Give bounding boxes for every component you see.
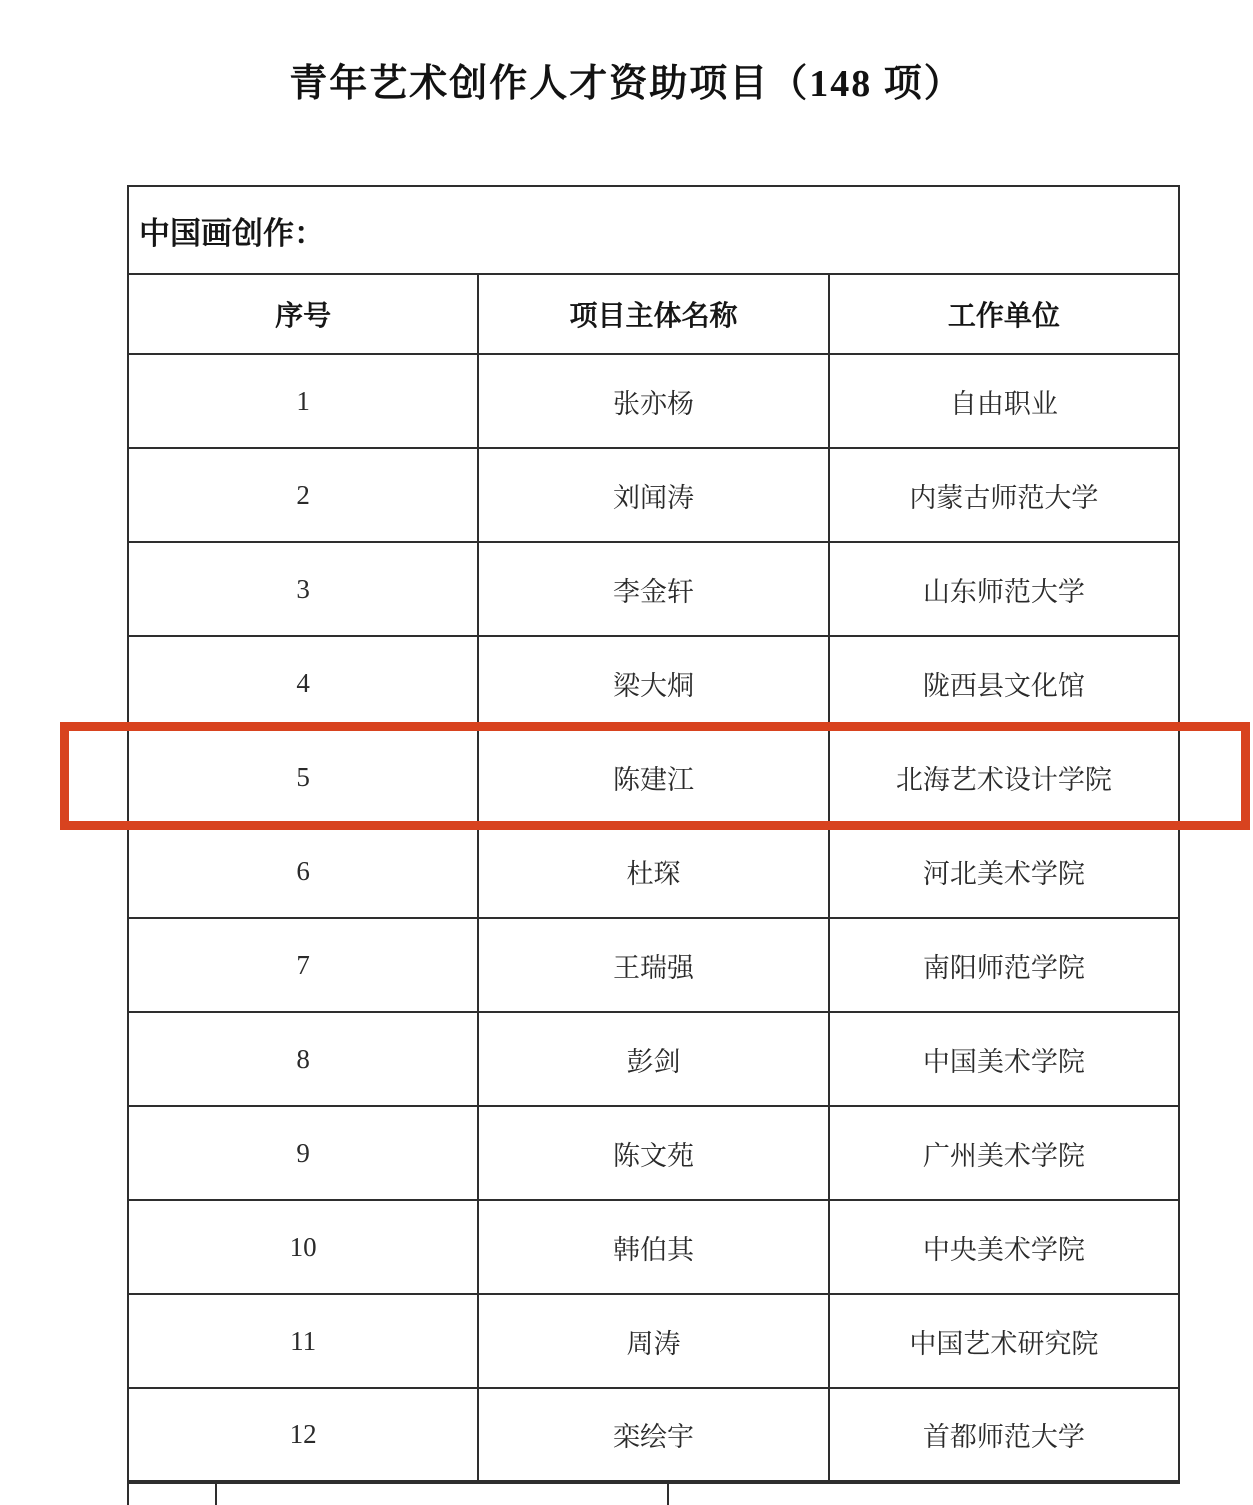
next-row-cutoff-borders bbox=[127, 1483, 1180, 1505]
table-row bbox=[128, 542, 1179, 636]
table-row bbox=[128, 354, 1179, 448]
work-unit-cell: 自由职业 bbox=[829, 354, 1179, 448]
project-name-cell: 王瑞强 bbox=[478, 918, 828, 1012]
table-row bbox=[128, 448, 1179, 542]
work-unit-cell: 陇西县文化馆 bbox=[829, 636, 1179, 730]
project-name-cell: 李金轩 bbox=[478, 542, 828, 636]
work-unit-cell: 河北美术学院 bbox=[829, 824, 1179, 918]
project-name-cell: 张亦杨 bbox=[478, 354, 828, 448]
serial-number-cell: 9 bbox=[128, 1106, 478, 1200]
project-name-cell: 刘闻涛 bbox=[478, 448, 828, 542]
serial-number-cell: 2 bbox=[128, 448, 478, 542]
project-name-cell: 栾绘宇 bbox=[478, 1388, 828, 1482]
table-row bbox=[128, 1200, 1179, 1294]
column-divider-stub-2 bbox=[667, 1483, 669, 1505]
table-row bbox=[128, 636, 1179, 730]
table-row bbox=[128, 1294, 1179, 1388]
table-row bbox=[128, 1012, 1179, 1106]
column-header-serial: 序号 bbox=[128, 274, 478, 354]
work-unit-cell: 首都师范大学 bbox=[829, 1388, 1179, 1482]
table-row bbox=[128, 730, 1179, 824]
grant-table bbox=[127, 185, 1180, 1484]
table-row bbox=[128, 918, 1179, 1012]
project-name-cell: 陈文苑 bbox=[478, 1106, 828, 1200]
serial-number-cell: 6 bbox=[128, 824, 478, 918]
project-name-cell: 陈建江 bbox=[478, 730, 828, 824]
serial-number-cell: 12 bbox=[128, 1388, 478, 1482]
column-header-project-name: 项目主体名称 bbox=[478, 274, 828, 354]
project-name-cell: 韩伯其 bbox=[478, 1200, 828, 1294]
grant-table-container bbox=[127, 185, 1180, 1484]
serial-number-cell: 5 bbox=[128, 730, 478, 824]
document-title: 青年艺术创作人才资助项目（148 项） bbox=[289, 63, 964, 105]
project-name-cell: 杜琛 bbox=[478, 824, 828, 918]
work-unit-cell: 内蒙古师范大学 bbox=[829, 448, 1179, 542]
work-unit-cell: 北海艺术设计学院 bbox=[829, 730, 1179, 824]
table-section-row bbox=[128, 186, 1179, 274]
column-header-work-unit: 工作单位 bbox=[829, 274, 1179, 354]
section-header-label: 中国画创作： bbox=[128, 186, 1179, 274]
project-name-cell: 彭剑 bbox=[478, 1012, 828, 1106]
project-name-cell: 梁大烔 bbox=[478, 636, 828, 730]
serial-number-cell: 10 bbox=[128, 1200, 478, 1294]
serial-number-cell: 11 bbox=[128, 1294, 478, 1388]
work-unit-cell: 广州美术学院 bbox=[829, 1106, 1179, 1200]
table-header-row bbox=[128, 274, 1179, 354]
serial-number-cell: 3 bbox=[128, 542, 478, 636]
serial-number-cell: 4 bbox=[128, 636, 478, 730]
project-name-cell: 周涛 bbox=[478, 1294, 828, 1388]
work-unit-cell: 中国艺术研究院 bbox=[829, 1294, 1179, 1388]
serial-number-cell: 7 bbox=[128, 918, 478, 1012]
column-divider-stub-1 bbox=[215, 1483, 217, 1505]
serial-number-cell: 8 bbox=[128, 1012, 478, 1106]
work-unit-cell: 山东师范大学 bbox=[829, 542, 1179, 636]
work-unit-cell: 南阳师范学院 bbox=[829, 918, 1179, 1012]
work-unit-cell: 中央美术学院 bbox=[829, 1200, 1179, 1294]
serial-number-cell: 1 bbox=[128, 354, 478, 448]
table-left-border-stub bbox=[127, 1483, 129, 1505]
table-row bbox=[128, 1106, 1179, 1200]
work-unit-cell: 中国美术学院 bbox=[829, 1012, 1179, 1106]
table-row bbox=[128, 824, 1179, 918]
table-row bbox=[128, 1388, 1179, 1482]
